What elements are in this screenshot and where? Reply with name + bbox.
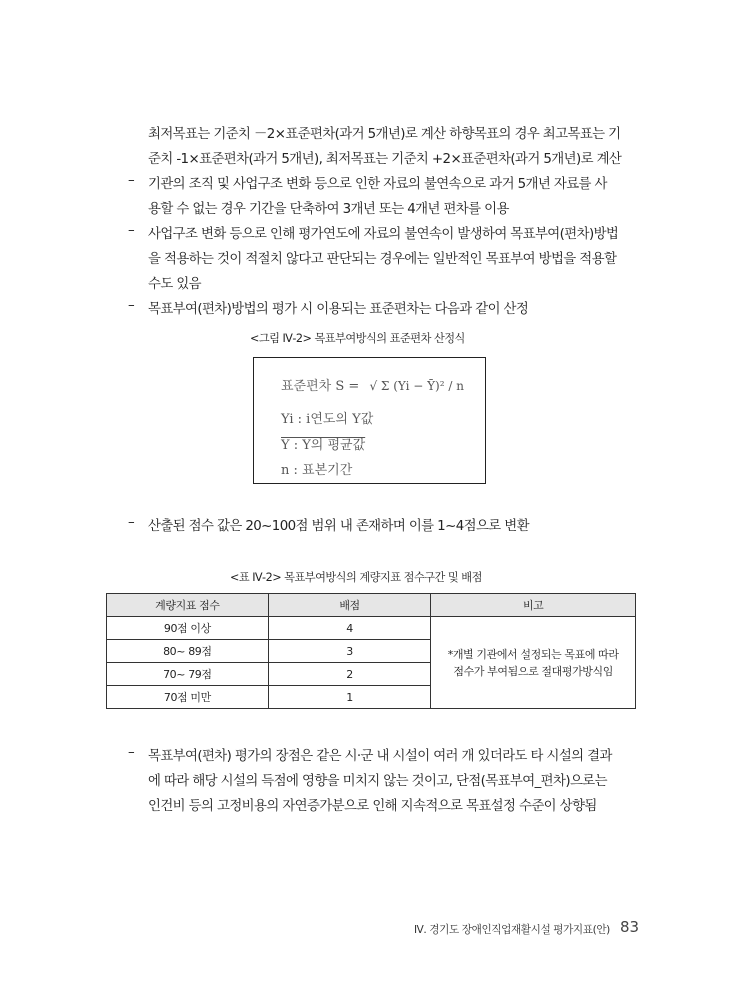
bullet-line: 수도 있음 bbox=[148, 277, 201, 292]
formula-label: 표준편차 S = bbox=[281, 379, 360, 394]
bullet-line: 사업구조 변화 등으로 인해 평가연도에 자료의 불연속이 발생하여 목표부여(편차)방법 bbox=[148, 227, 619, 242]
table-row bbox=[107, 617, 636, 640]
table-note-line: 점수가 부여됨으로 절대평가방식임 bbox=[453, 664, 613, 678]
formula-expression: √ Σ (Yi − Ȳ)² / n bbox=[369, 379, 464, 393]
bullet-dash: – bbox=[128, 745, 135, 760]
score-table bbox=[106, 593, 636, 709]
bullet-dash: – bbox=[128, 223, 135, 238]
table-note-cell bbox=[431, 617, 636, 709]
bullet-line: 기관의 조직 및 사업구조 변화 등으로 인한 자료의 불연속으로 과거 5개년 자료를 사 bbox=[148, 177, 607, 192]
table-header: 배점 bbox=[268, 594, 431, 617]
table-header: 비고 bbox=[431, 594, 636, 617]
table-cell: 1 bbox=[268, 686, 431, 709]
table-cell: 70점 미만 bbox=[107, 686, 269, 709]
formula-yi-line: Yi : i연도의 Y값 bbox=[281, 412, 374, 427]
formula-n-line: n : 표본기간 bbox=[281, 463, 353, 478]
bullet-line: 을 적용하는 것이 적절치 않다고 판단되는 경우에는 일반적인 목표부여 방법을 적용할 bbox=[148, 252, 617, 267]
bullet-dash: – bbox=[128, 173, 135, 188]
bullet-dash: – bbox=[128, 298, 135, 313]
bullet-dash: – bbox=[128, 515, 135, 530]
formula-ybar-line: Y : Y의 평균값 bbox=[281, 438, 366, 453]
formula-box bbox=[253, 357, 486, 484]
paragraph-line: 최저목표는 기준치 －2×표준편차(과거 5개년)로 계산 하향목표의 경우 최고목표는 기 bbox=[148, 127, 621, 142]
bullet-line: 목표부여(편차) 평가의 장점은 같은 시·군 내 시설이 여러 개 있더라도 타 시설의 결과 bbox=[148, 749, 612, 764]
bullet-line: 용할 수 없는 경우 기간을 단축하여 3개년 또는 4개년 편차를 이용 bbox=[148, 202, 509, 217]
table-header: 계량지표 점수 bbox=[107, 594, 269, 617]
table-cell: 80~ 89점 bbox=[107, 640, 269, 663]
page-number: 83 bbox=[620, 918, 640, 936]
paragraph-line: 준치 -1×표준편차(과거 5개년), 최저목표는 기준치 +2×표준편차(과거 5개년)로 계산 bbox=[148, 152, 622, 167]
table-cell: 90점 이상 bbox=[107, 617, 269, 640]
bullet-line: 에 따라 해당 시설의 득점에 영향을 미치지 않는 것이고, 단점(목표부여_편차)으로는 bbox=[148, 774, 607, 789]
bullet-line: 산출된 점수 값은 20~100점 범위 내 존재하며 이를 1~4점으로 변환 bbox=[148, 519, 529, 534]
table-cell: 4 bbox=[268, 617, 431, 640]
table-caption: <표 Ⅳ-2> 목표부여방식의 계량지표 점수구간 및 배점 bbox=[230, 571, 482, 584]
table-cell: 2 bbox=[268, 663, 431, 686]
running-title: Ⅳ. 경기도 장애인직업재활시설 평가지표(안) bbox=[414, 924, 610, 936]
bullet-line: 목표부여(편차)방법의 평가 시 이용되는 표준편차는 다음과 같이 산정 bbox=[148, 302, 529, 317]
figure-caption: <그림 Ⅳ-2> 목표부여방식의 표준편차 산정식 bbox=[250, 332, 465, 345]
table-cell: 3 bbox=[268, 640, 431, 663]
bullet-line: 인건비 등의 고정비용의 자연증가분으로 인해 지속적으로 목표설정 수준이 상향됨 bbox=[148, 799, 597, 814]
table-note-line: *개별 기관에서 설정되는 목표에 따라 bbox=[447, 647, 619, 661]
table-cell: 70~ 79점 bbox=[107, 663, 269, 686]
table-header-row bbox=[107, 594, 636, 617]
